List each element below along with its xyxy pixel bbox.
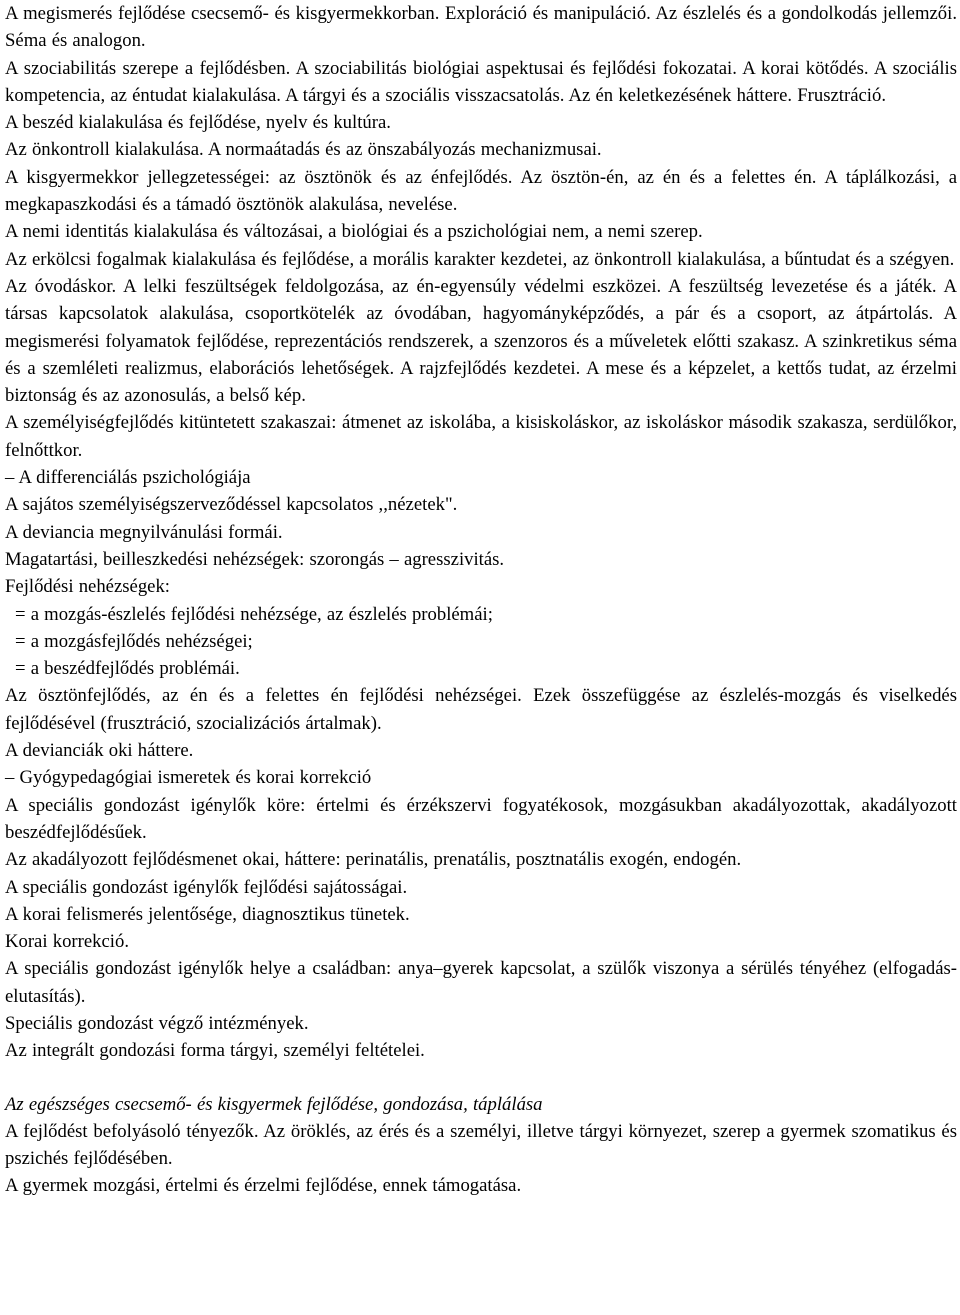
paragraph: A kisgyermekkor jellegzetességei: az ösztönök és az énfejlődés. Az ösztön-én, az én és a felettes én. A táplálkozási, a megkapaszkodási és a támadó ösztönök alakulása, nevelése. — [5, 166, 957, 216]
paragraph: A nemi identitás kialakulása és változásai, a biológiai és a pszichológiai nem, a nemi szerep. — [5, 221, 703, 243]
paragraph: Az ösztönfejlődés, az én és a felettes én fejlődési nehézségei. Ezek összefüggése az észlelés-mozgás és viselkedés fejlődésével (frusztráció, szocializációs ártalmak). — [5, 685, 957, 734]
paragraph: A devianciák oki háttere. — [5, 740, 194, 762]
list-item: = a mozgásfejlődés nehézségei; — [15, 630, 253, 652]
section-heading: Az egészséges csecsemő- és kisgyermek fejlődése, gondozása, táplálása — [5, 1093, 543, 1115]
paragraph: Fejlődési nehézségek: — [5, 576, 171, 598]
paragraph: Az önkontroll kialakulása. A normaátadás és az önszabályozás mechanizmusai. — [5, 139, 602, 161]
paragraph: A sajátos személyiségszerveződéssel kapcsolatos ,,nézetek". — [5, 494, 458, 516]
subsection-heading: – Gyógypedagógiai ismeretek és korai korrekció — [5, 767, 372, 789]
paragraph: A speciális gondozást igénylők fejlődési sajátosságai. — [5, 876, 408, 898]
paragraph: A deviancia megnyilvánulási formái. — [5, 521, 283, 543]
document-body — [5, 0, 957, 1200]
paragraph: A speciális gondozást igénylők köre: értelmi és érzékszervi fogyatékosok, mozgásukban akadályozottak, akadályozott beszédfejlődésűek. — [5, 794, 957, 843]
paragraph: A személyiségfejlődés kitüntetett szakaszai: átmenet az iskolába, a kisiskoláskor, az iskoláskor második szakasza, serdülőkor, felnőttkor. — [5, 412, 957, 461]
paragraph: A szociabilitás szerepe a fejlődésben. A szociabilitás biológiai aspektusai és fejlődési fokozatai. A korai kötődés. A szociális kompetencia, az éntudat kialakulása. A tárgyi és a szociális visszacsatolás. Az én keletkezésének háttere. Frusztráció. — [5, 57, 957, 106]
paragraph: A gyermek mozgási, értelmi és érzelmi fejlődése, ennek támogatása. — [5, 1175, 522, 1197]
paragraph: Speciális gondozást végző intézmények. — [5, 1012, 309, 1034]
paragraph: A megismerés fejlődése csecsemő- és kisgyermekkorban. Exploráció és manipuláció. Az észlelés és a gondolkodás jellemzői. Séma és analogon. — [5, 3, 957, 52]
paragraph: Korai korrekció. — [5, 931, 129, 953]
section-spacer — [5, 1065, 957, 1091]
paragraph: A beszéd kialakulása és fejlődése, nyelv és kultúra. — [5, 112, 391, 134]
list-item: = a mozgás-észlelés fejlődési nehézsége, az észlelés problémái; — [15, 603, 493, 625]
paragraph: Az óvodáskor. A lelki feszültségek feldolgozása, az én-egyensúly védelmi eszközei. A feszültség levezetése és a játék. A társas kapcsolatok alakulása, csoportkötelék az óvodában, hagyományképződés, a pár és a csoport, az átpártolás. A megismerési folyamatok fejlődése, reprezentációs rendszerek, a szenzoros és a műveletek előtti szakasz. A szinkretikus séma és a szemléleti realizmus, elaborációs lehetőségek. A rajzfejlődés kezdetei. A mese és a képzelet, a kettős tudat, az érzelmi biztonság és az azonosulás, a belső kép. — [5, 275, 957, 407]
subsection-heading: – A differenciálás pszichológiája — [5, 467, 251, 489]
paragraph: Az integrált gondozási forma tárgyi, személyi feltételei. — [5, 1040, 425, 1062]
paragraph: Az akadályozott fejlődésmenet okai, háttere: perinatális, prenatális, posztnatális exogén, endogén. — [5, 849, 742, 871]
paragraph: A speciális gondozást igénylők helye a családban: anya–gyerek kapcsolat, a szülők viszonya a sérülés tényéhez (elfogadás-elutasítás). — [5, 958, 957, 1007]
list-item: = a beszédfejlődés problémái. — [15, 658, 240, 680]
paragraph: Magatartási, beilleszkedési nehézségek: szorongás – agresszivitás. — [5, 548, 505, 570]
paragraph: A korai felismerés jelentősége, diagnosztikus tünetek. — [5, 903, 410, 925]
paragraph: A fejlődést befolyásoló tényezők. Az öröklés, az érés és a személyi, illetve tárgyi környezet, szerep a gyermek szomatikus és pszichés fejlődésében. — [5, 1120, 957, 1170]
paragraph: Az erkölcsi fogalmak kialakulása és fejlődése, a morális karakter kezdetei, az önkontroll kialakulása, a bűntudat és a szégyen. — [5, 248, 955, 270]
